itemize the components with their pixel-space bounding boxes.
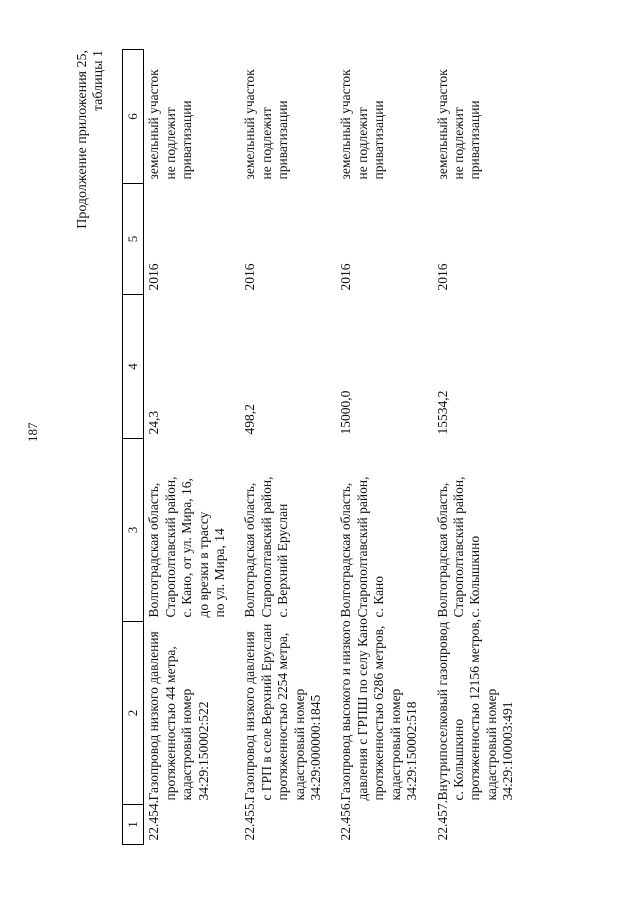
object-name-line: протяженностью 12156 метров,	[467, 618, 483, 801]
object-note-line: приватизации	[371, 100, 387, 180]
object-note-line: приватизации	[179, 100, 195, 180]
object-name	[433, 618, 529, 805]
object-name-line: 34:29:100003:491	[500, 701, 516, 801]
object-note-line: приватизации	[275, 100, 291, 180]
object-name-line: Газопровод низкого давления	[146, 631, 162, 801]
object-value: 498,2	[242, 404, 258, 435]
object-note-line: не подлежит	[258, 107, 274, 180]
object-name-line: протяженностью 6286 метров,	[371, 625, 387, 801]
object-location-line: с. Колышкино	[467, 535, 483, 618]
object-year: 2016	[338, 263, 354, 291]
table-caption	[75, 50, 107, 229]
object-name-line: протяженностью 2254 метра,	[275, 632, 291, 801]
caption-line-1: Продолжение приложения 25,	[75, 50, 90, 229]
table-row	[240, 50, 336, 845]
object-location-line: с. Верхний Еруслан	[275, 503, 291, 618]
object-location	[336, 439, 432, 622]
object-location-line: Волгоградская область,	[338, 482, 354, 618]
object-location-line: Старополтавский район,	[354, 476, 370, 618]
object-location-line: до врезки в трассу	[195, 511, 211, 618]
object-name-line: Внутрипоселковый газопровод	[434, 621, 450, 801]
object-value: 24,3	[146, 410, 162, 435]
row-number: 22.456.	[338, 800, 354, 841]
object-name-line: Газопровод высокого и низкого	[338, 620, 354, 801]
object-location-line: Старополтавский район,	[450, 476, 466, 618]
object-note-line: земельный участок	[242, 69, 258, 180]
object-name-line: 34:29:150002:518	[404, 701, 420, 801]
row-number: 22.455.	[242, 800, 258, 841]
object-name-line: кадастровый номер	[291, 688, 307, 801]
object-name-line: с. Колышкино	[450, 718, 466, 801]
header-col-6: 6	[123, 50, 144, 184]
property-table	[122, 49, 529, 845]
header-col-1: 1	[123, 805, 144, 845]
object-note-line: земельный участок	[434, 69, 450, 180]
object-note	[433, 50, 529, 184]
table-row	[433, 50, 529, 845]
header-col-2: 2	[123, 622, 144, 805]
header-row	[123, 50, 144, 845]
object-location-line: Волгоградская область,	[434, 482, 450, 618]
object-location-line: с. Кано	[371, 575, 387, 618]
object-name	[240, 622, 336, 805]
header-col-5: 5	[123, 184, 144, 295]
object-note-line: земельный участок	[338, 69, 354, 180]
object-year: 2016	[434, 263, 450, 291]
object-year: 2016	[146, 263, 162, 291]
object-name	[336, 618, 432, 805]
table-row	[144, 50, 241, 845]
object-note-line: не подлежит	[162, 107, 178, 180]
object-note	[240, 50, 336, 184]
object-location	[240, 439, 336, 622]
object-location-line: Волгоградская область,	[242, 482, 258, 618]
object-location-line: по ул. Мира, 14	[212, 528, 228, 618]
object-note-line: не подлежит	[450, 107, 466, 180]
object-name-line: 34:29:150002:522	[195, 701, 211, 801]
object-name-line: давления с ГРПШ по селу Кано	[354, 618, 370, 801]
object-location-line: Старополтавский район,	[258, 476, 274, 618]
object-name-line: кадастровый номер	[179, 688, 195, 801]
object-note-line: не подлежит	[354, 107, 370, 180]
header-col-3: 3	[123, 439, 144, 622]
object-location-line: Волгоградская область,	[146, 482, 162, 618]
object-value: 15000,0	[338, 390, 354, 435]
object-name-line: Газопровод низкого давления	[242, 631, 258, 801]
page-number: 187	[25, 422, 40, 442]
header-col-4: 4	[123, 295, 144, 439]
object-note-line: приватизации	[467, 100, 483, 180]
row-number: 22.457.	[434, 800, 450, 841]
object-location-line: с. Кано, от ул. Мира, 16,	[179, 478, 195, 618]
object-note-line: земельный участок	[146, 69, 162, 180]
object-year: 2016	[242, 263, 258, 291]
object-location	[433, 439, 529, 622]
object-name-line: кадастровый номер	[387, 688, 403, 801]
object-location	[144, 439, 241, 622]
row-number: 22.454.	[146, 800, 162, 841]
table-row	[336, 50, 432, 845]
object-name-line: с ГРП в селе Верхний Еруслан	[258, 623, 274, 801]
object-note	[336, 50, 432, 184]
object-name-line: протяженностью 44 метра,	[162, 646, 178, 801]
object-location-line: Старополтавский район,	[162, 476, 178, 618]
object-note	[144, 50, 241, 184]
object-value: 15534,2	[434, 390, 450, 435]
object-name-line: кадастровый номер	[483, 688, 499, 801]
object-name	[144, 622, 241, 805]
object-name-line: 34:29:000000:1845	[308, 694, 324, 801]
caption-line-2: таблицы 1	[91, 50, 106, 112]
